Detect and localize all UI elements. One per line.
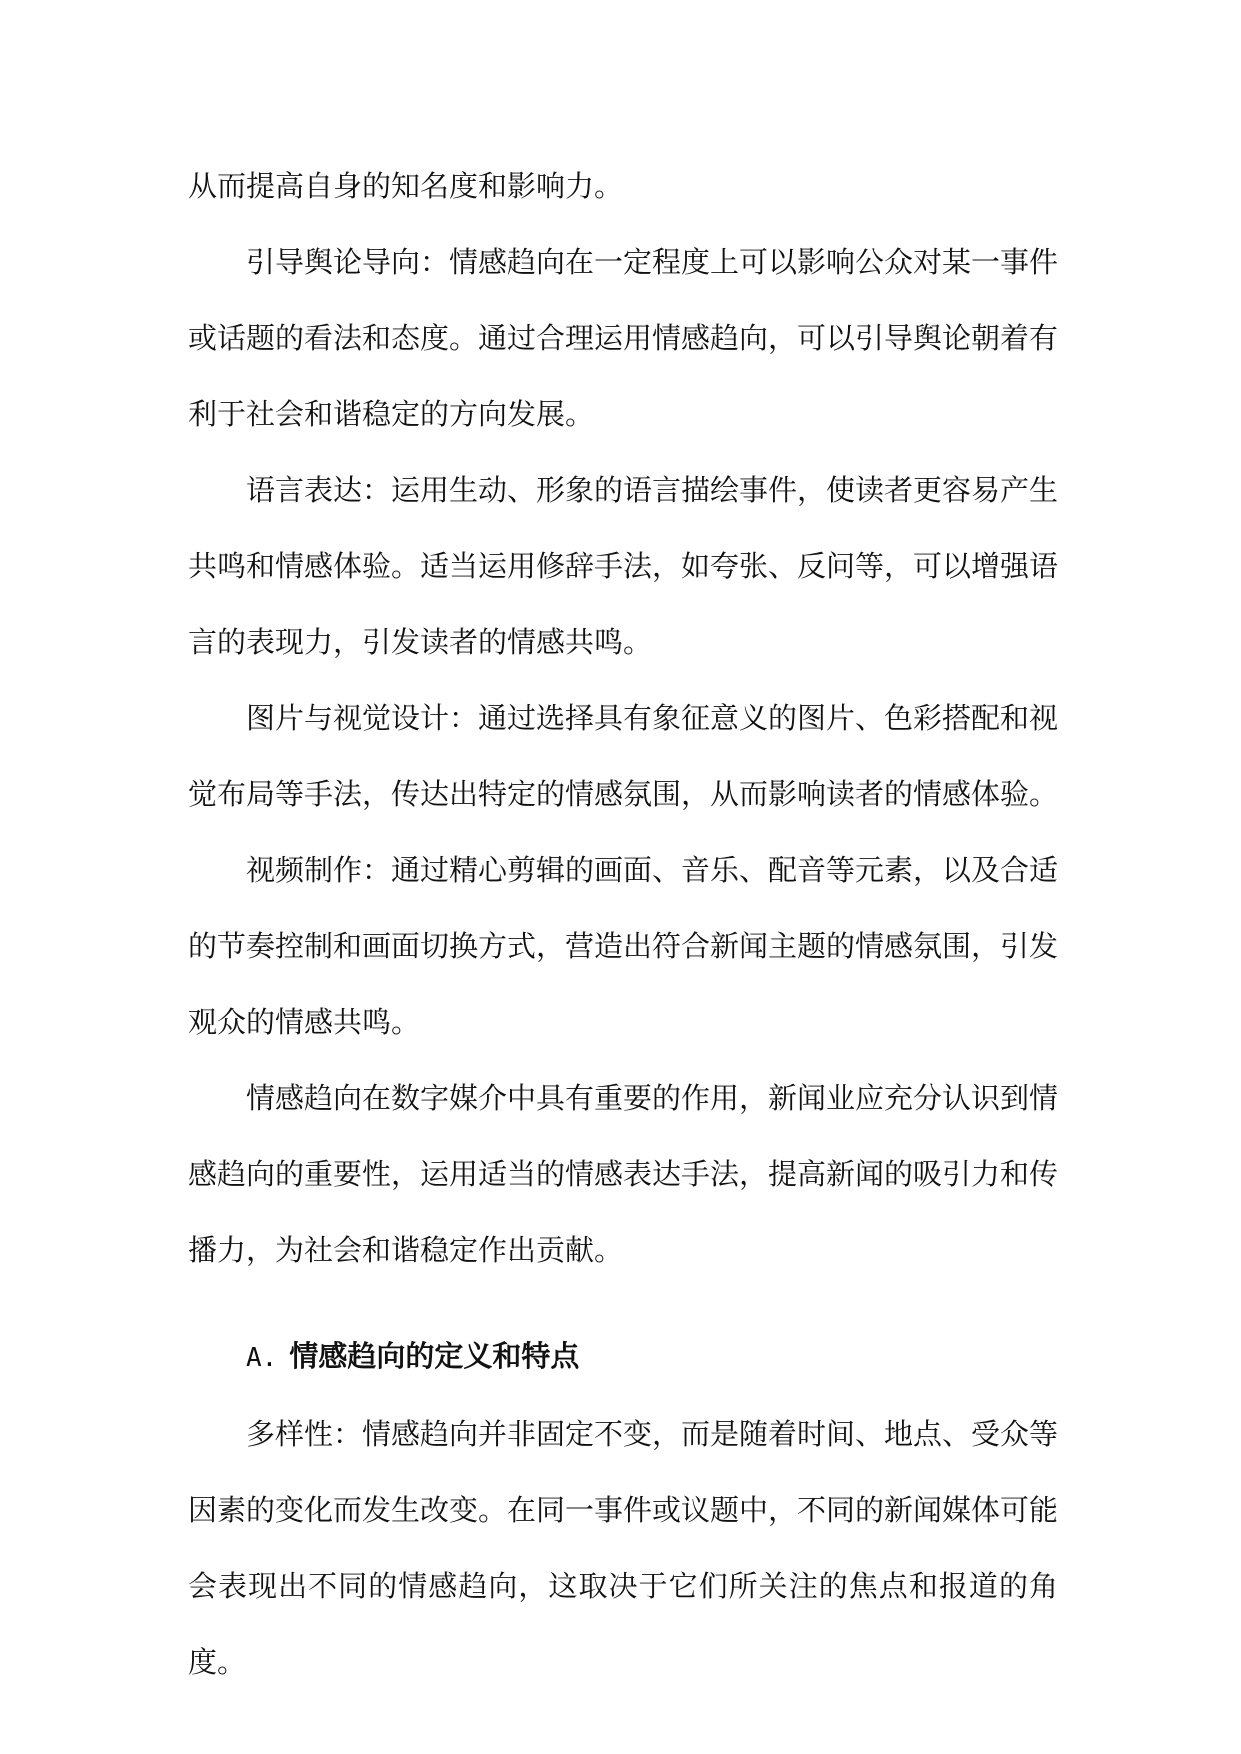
paragraph-summary: 情感趋向在数字媒介中具有重要的作用，新闻业应充分认识到情感趋向的重要性，运用适当的情感表达手法，提高新闻的吸引力和传播力，为社会和谐稳定作出贡献。	[188, 1081, 1059, 1267]
paragraph-diversity: 多样性：情感趋向并非固定不变，而是随着时间、地点、受众等因素的变化而发生改变。在同一事件或议题中，不同的新闻媒体可能会表现出不同的情感趋向，这取决于它们所关注的焦点和报道的角度。	[188, 1417, 1059, 1679]
paragraph-continuation: 从而提高自身的知名度和影响力。	[188, 169, 624, 203]
paragraph-image-visual-design: 图片与视觉设计：通过选择具有象征意义的图片、色彩搭配和视觉布局等手法，传达出特定的情感氛围，从而影响读者的情感体验。	[188, 701, 1059, 811]
document-body	[188, 148, 1058, 1700]
paragraph-video-production: 视频制作：通过精心剪辑的画面、音乐、配音等元素，以及合适的节奏控制和画面切换方式，营造出符合新闻主题的情感氛围，引发观众的情感共鸣。	[188, 853, 1059, 1039]
paragraph-guide-public-opinion: 引导舆论导向：情感趋向在一定程度上可以影响公众对某一事件或话题的看法和态度。通过合理运用情感趋向，可以引导舆论朝着有利于社会和谐稳定的方向发展。	[188, 245, 1059, 431]
section-title: 情感趋向的定义和特点	[289, 1339, 580, 1373]
paragraph-language-expression: 语言表达：运用生动、形象的语言描绘事件，使读者更容易产生共鸣和情感体验。适当运用修辞手法，如夸张、反问等，可以增强语言的表现力，引发读者的情感共鸣。	[188, 473, 1059, 659]
section-heading	[188, 1318, 1058, 1396]
section-label: A.	[246, 1343, 278, 1373]
